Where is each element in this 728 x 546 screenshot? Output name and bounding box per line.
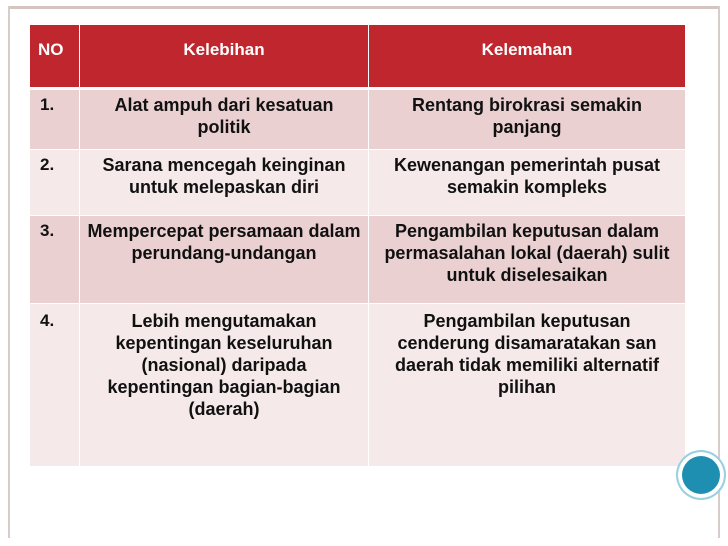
header-no: NO — [30, 25, 80, 89]
slide-decoration-circle-icon — [678, 452, 724, 498]
kelemahan-cell: Pengambilan keputusan dalam permasalahan lokal (daerah) sulit untuk diselesaikan — [369, 216, 686, 304]
kelebihan-cell: Sarana mencegah keinginan untuk melepaskan diri — [80, 150, 369, 216]
header-kelebihan: Kelebihan — [80, 25, 369, 89]
kelemahan-cell: Rentang birokrasi semakin panjang — [369, 89, 686, 150]
header-kelemahan: Kelemahan — [369, 25, 686, 89]
comparison-table — [29, 24, 686, 467]
slide-frame-right — [718, 6, 720, 538]
table-header — [30, 25, 686, 89]
table-row — [30, 216, 686, 304]
row-number: 1. — [30, 89, 80, 150]
slide-frame-left — [8, 6, 10, 538]
row-number: 2. — [30, 150, 80, 216]
kelebihan-cell: Lebih mengutamakan kepentingan keseluruhan (nasional) daripada kepentingan bagian-bagian (daerah) — [80, 304, 369, 467]
row-number: 4. — [30, 304, 80, 467]
table-row — [30, 150, 686, 216]
kelemahan-cell: Pengambilan keputusan cenderung disamaratakan san daerah tidak memiliki alternatif pilihan — [369, 304, 686, 467]
kelemahan-cell: Kewenangan pemerintah pusat semakin kompleks — [369, 150, 686, 216]
table-row — [30, 89, 686, 150]
row-number: 3. — [30, 216, 80, 304]
table-row — [30, 304, 686, 467]
kelebihan-cell: Alat ampuh dari kesatuan politik — [80, 89, 369, 150]
kelebihan-cell: Mempercepat persamaan dalam perundang-undangan — [80, 216, 369, 304]
